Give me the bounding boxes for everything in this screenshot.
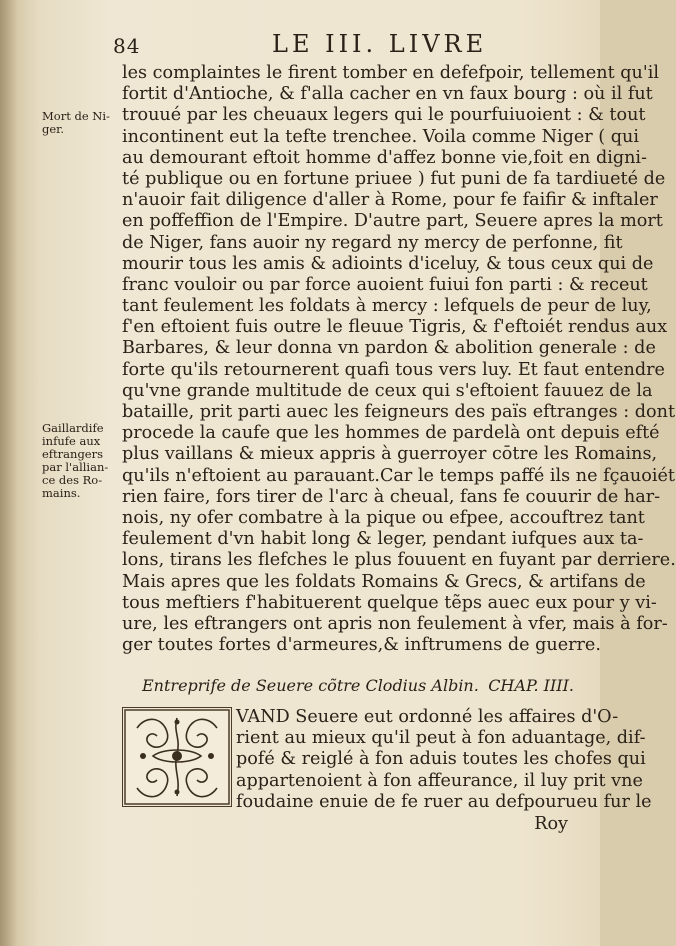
text-line: pofé & reiglé à fon aduis toutes les chofes qui: [236, 749, 646, 770]
text-line: qu'vne grande multitude de ceux qui s'eftoient fauuez de la: [122, 380, 653, 401]
text-line: bataille, prit parti auec les feigneurs des païs eftranges : dont: [122, 402, 676, 422]
text-line: appartenoient à fon affeurance, il luy prit vne: [236, 770, 643, 791]
margin-note-line: infufe aux: [42, 434, 101, 448]
margin-note-line: eftrangers: [42, 447, 104, 461]
text-line: foudaine enuie de fe ruer au defpourueu fur le: [236, 791, 652, 812]
text-line: tant feulement les foldats à mercy : lefquels de peur de luy,: [122, 296, 652, 317]
text-line: les complaintes le firent tomber en defefpoir, tellement qu'il: [122, 63, 659, 83]
text-line: forte qu'ils retournerent quafi tous vers luy. Et faut entendre: [122, 359, 665, 380]
decorated-initial-q: [122, 707, 232, 807]
text-line: incontinent eut la tefte trenchee. Voila comme Niger ( qui: [122, 126, 639, 147]
text-line: procede la caufe que les hommes de pardelà ont depuis efté: [122, 423, 660, 444]
text-line: lons, tirans les flefches le plus fouuent en fuyant par derriere.: [122, 550, 676, 571]
text-line: f'en eftoient fuis outre le fleuue Tigris, & f'eftoiét rendus aux: [122, 317, 668, 338]
text-line: ger toutes fortes d'armeures,& inftrumens de guerre.: [122, 635, 601, 656]
margin-note-line: ger.: [42, 122, 65, 136]
margin-note-line: par l'allian-: [42, 460, 109, 474]
text-line: Barbares, & leur donna vn pardon & abolition generale : de: [122, 338, 656, 359]
chapter-number: CHAP. IIII.: [488, 676, 574, 695]
running-head: LE III. LIVRE: [272, 30, 488, 58]
chapter-heading: [142, 674, 582, 698]
text-line: qu'ils n'eftoient au parauant.Car le temps paffé ils ne fçauoiét: [122, 465, 675, 486]
chapter-text: [236, 707, 652, 813]
main-text: [122, 63, 676, 656]
text-line: franc vouloir ou par force auoient fuiui fon parti : & receut: [122, 274, 648, 295]
text-line: feulement d'vn habit long & leger, pendant iufques aux ta-: [122, 529, 644, 550]
margin-note-line: Mort de Ni-: [42, 109, 110, 123]
text-line: VAND Seuere eut ordonné les affaires d'O-: [236, 707, 619, 727]
text-line: plus vaillans & mieux appris à guerroyer cōtre les Romains,: [122, 444, 658, 465]
text-line: trouué par les cheuaux legers qui le pourfuiuoient : & tout: [122, 105, 646, 126]
text-line: mourir tous les amis & adioints d'iceluy, & tous ceux qui de: [122, 253, 654, 274]
margin-note-line: Gaillardife: [42, 421, 104, 435]
text-line: de Niger, fans auoir ny regard ny mercy de perfonne, fit: [122, 232, 623, 253]
margin-note-line: ce des Ro-: [42, 473, 103, 487]
page-number: 84: [113, 34, 141, 58]
text-line: Mais apres que les foldats Romains & Grecs, & artifans de: [122, 571, 646, 592]
ornament-initial-icon: [123, 708, 231, 806]
margin-note-foreign-valor: [42, 422, 120, 500]
chapter-title: Entreprife de Seuere cõtre Clodius Albin.: [142, 676, 479, 695]
text-line: fortit d'Antioche, & f'alla cacher en vn faux bourg : où il fut: [122, 84, 653, 105]
catchword: Roy: [534, 814, 568, 834]
text-line: en poffeffion de l'Empire. D'autre part, Seuere apres la mort: [122, 211, 663, 232]
margin-note-death-of-niger: [42, 110, 120, 136]
text-line: rien faire, fors tirer de l'arc à cheual, fans fe couurir de har-: [122, 486, 661, 507]
text-line: rient au mieux qu'il peut à fon aduantage, dif-: [236, 728, 646, 749]
text-line: nois, ny ofer combatre à la pique ou efpee, accouftrez tant: [122, 507, 645, 528]
margin-note-line: mains.: [42, 486, 81, 500]
text-line: ure, les eftrangers ont apris non feulement à vfer, mais à for-: [122, 613, 668, 634]
text-line: té publique ou en fortune priuee ) fut puni de fa tardiueté de: [122, 168, 666, 189]
text-line: au demourant eftoit homme d'affez bonne vie,foit en digni-: [122, 147, 647, 168]
text-line: tous meftiers f'habituerent quelque tẽps auec eux pour y vi-: [122, 592, 657, 613]
text-line: n'auoir fait diligence d'aller à Rome, pour fe faifir & inftaler: [122, 190, 658, 211]
